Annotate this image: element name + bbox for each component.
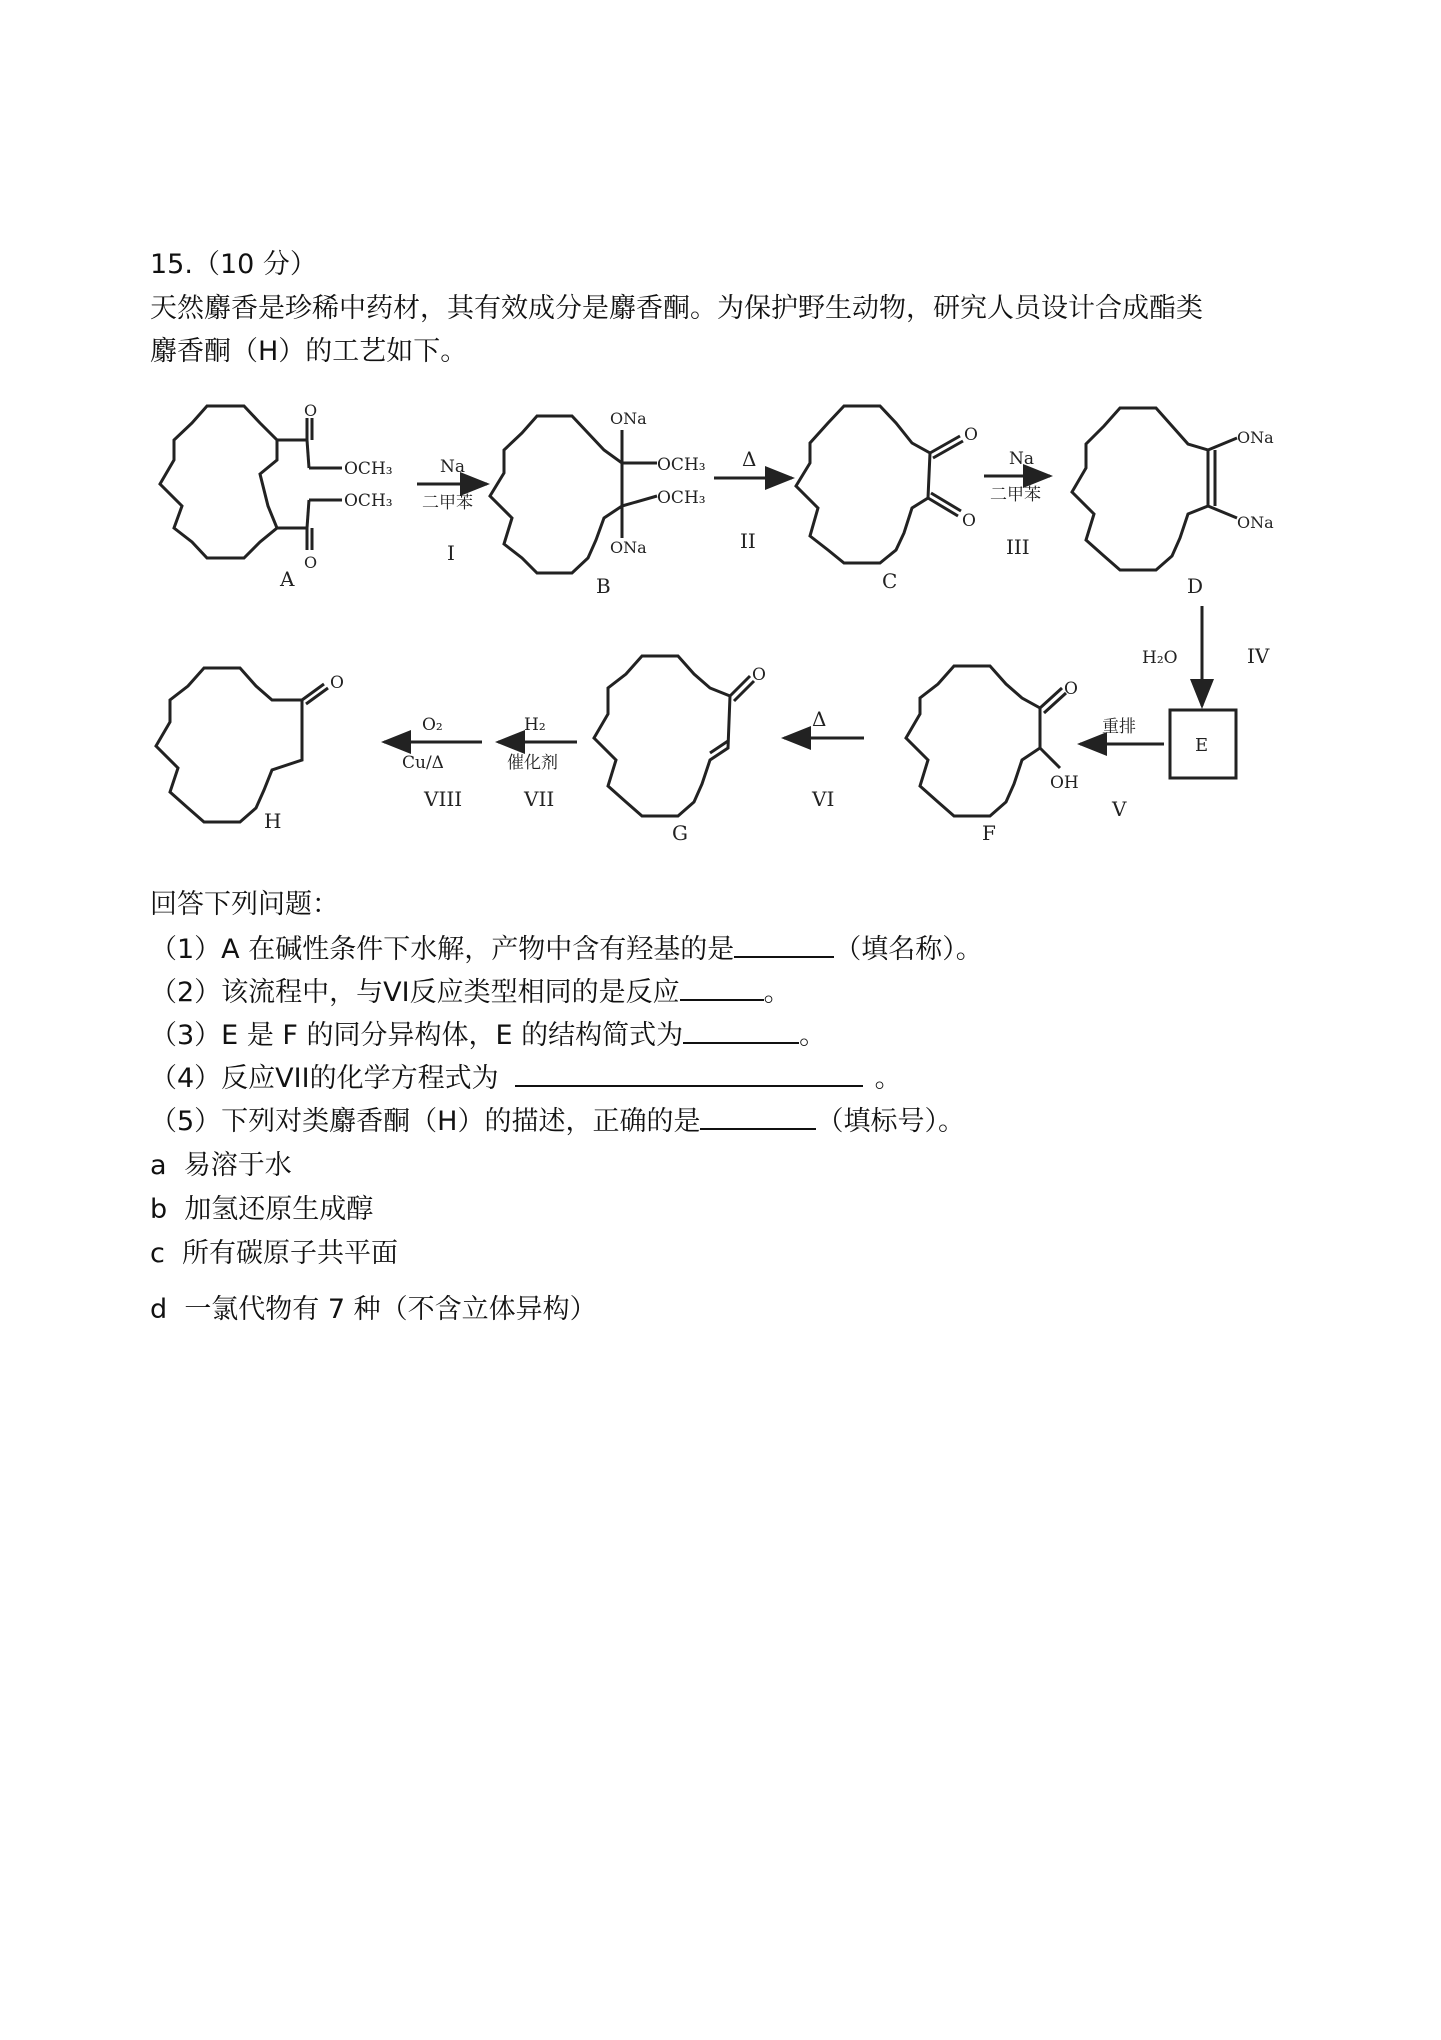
question-2-blank[interactable] (680, 973, 764, 1001)
b-ona-bottom: ONa (610, 538, 647, 557)
step-vii: VII (524, 787, 555, 811)
reagent-ii-top: Δ (742, 447, 757, 471)
option-c-letter: c (150, 1238, 165, 1269)
compound-d (1072, 408, 1237, 570)
question-3-blank[interactable] (683, 1016, 799, 1044)
option-a-text: 易溶于水 (183, 1150, 292, 1181)
label-e: E (1195, 735, 1209, 756)
question-4 (150, 1059, 902, 1099)
question-5-text: （5）下列对类麝香酮（H）的描述，正确的是 (150, 1106, 701, 1137)
compound-a (160, 406, 342, 558)
question-3-text: （3）E 是 F 的同分异构体，E 的结构简式为 (150, 1020, 684, 1051)
question-1-suffix: （填名称）。 (834, 934, 983, 965)
option-c-text: 所有碳原子共平面 (182, 1238, 399, 1269)
question-5-suffix: （填标号）。 (816, 1106, 965, 1137)
question-4-text: （4）反应VII的化学方程式为 (150, 1063, 499, 1094)
step-v: V (1112, 797, 1127, 821)
option-b (150, 1190, 373, 1230)
d-ona-bottom: ONa (1237, 513, 1274, 532)
compound-g (594, 656, 754, 816)
b-och3-top: OCH₃ (657, 455, 706, 475)
step-vi: VI (812, 787, 835, 811)
a-och3-bottom: OCH₃ (344, 491, 393, 511)
reagent-vii-top: H₂ (524, 715, 546, 735)
question-1 (150, 930, 983, 970)
step-iii: III (1006, 535, 1030, 559)
question-number: 15. (150, 249, 193, 280)
option-a (150, 1146, 292, 1186)
option-d-letter: d (150, 1294, 168, 1325)
option-b-text: 加氢还原生成醇 (184, 1194, 374, 1225)
g-oxygen: O (752, 665, 766, 685)
reagent-iv: H₂O (1142, 648, 1178, 668)
intro-line-1: 天然麝香是珍稀中药材，其有效成分是麝香酮。为保护野生动物，研究人员设计合成酯类 (150, 293, 1203, 324)
compound-f (906, 666, 1066, 816)
label-d: D (1187, 574, 1204, 598)
question-4-blank[interactable] (515, 1059, 863, 1087)
reagent-v-top: 重排 (1102, 717, 1136, 737)
reaction-scheme (152, 388, 1294, 848)
f-oxygen: O (1064, 679, 1078, 699)
step-ii: II (740, 529, 756, 553)
a-och3-top: OCH₃ (344, 459, 393, 479)
label-b: B (596, 574, 611, 598)
reagent-vi-top: Δ (812, 707, 827, 731)
f-hydroxyl: OH (1050, 773, 1079, 793)
a-oxygen-bottom: O (304, 553, 318, 572)
question-5-blank[interactable] (700, 1102, 816, 1130)
c-oxygen-top: O (964, 425, 978, 445)
b-ona-top: ONa (610, 409, 647, 428)
question-4-suffix: 。 (874, 1063, 902, 1094)
option-b-letter: b (150, 1194, 168, 1225)
reagent-iii-bottom: 二甲苯 (990, 485, 1041, 505)
answer-prompt: 回答下列问题： (150, 889, 339, 920)
question-1-blank[interactable] (734, 930, 834, 958)
question-points: （10 分） (192, 249, 317, 280)
question-3-suffix: 。 (799, 1020, 827, 1051)
b-och3-bottom: OCH₃ (657, 488, 706, 508)
question-2-suffix: 。 (763, 977, 791, 1008)
reagent-viii-top: O₂ (422, 715, 443, 735)
question-header (150, 245, 317, 285)
c-oxygen-bottom: O (962, 511, 976, 531)
option-a-letter: a (150, 1150, 167, 1181)
d-ona-top: ONa (1237, 428, 1274, 447)
label-g: G (672, 821, 688, 845)
option-c (150, 1234, 398, 1274)
reagent-iii-top: Na (1009, 449, 1035, 469)
question-2 (150, 973, 791, 1013)
h-oxygen: O (330, 673, 344, 693)
reagent-vii-bottom: 催化剂 (507, 753, 558, 773)
reagent-viii-bottom: Cu/Δ (402, 753, 444, 773)
question-5 (150, 1102, 965, 1142)
label-a: A (280, 567, 295, 591)
label-f: F (982, 821, 996, 845)
step-i: I (447, 541, 455, 565)
option-d-text: 一氯代物有 7 种（不含立体异构） (184, 1294, 597, 1325)
intro-line-2: 麝香酮（H）的工艺如下。 (150, 336, 468, 367)
compound-h (156, 668, 328, 822)
step-viii: VIII (424, 787, 463, 811)
option-d (150, 1290, 597, 1330)
step-iv: IV (1247, 644, 1270, 668)
question-2-text: （2）该流程中，与VI反应类型相同的是反应 (150, 977, 680, 1008)
question-3 (150, 1016, 826, 1056)
reagent-i-top: Na (440, 457, 466, 477)
reagent-i-bottom: 二甲苯 (422, 493, 473, 513)
compound-c (796, 406, 963, 563)
label-h: H (264, 809, 282, 833)
question-1-text: （1）A 在碱性条件下水解，产物中含有羟基的是 (150, 934, 735, 965)
a-oxygen-top: O (304, 401, 318, 420)
label-c: C (882, 569, 898, 593)
